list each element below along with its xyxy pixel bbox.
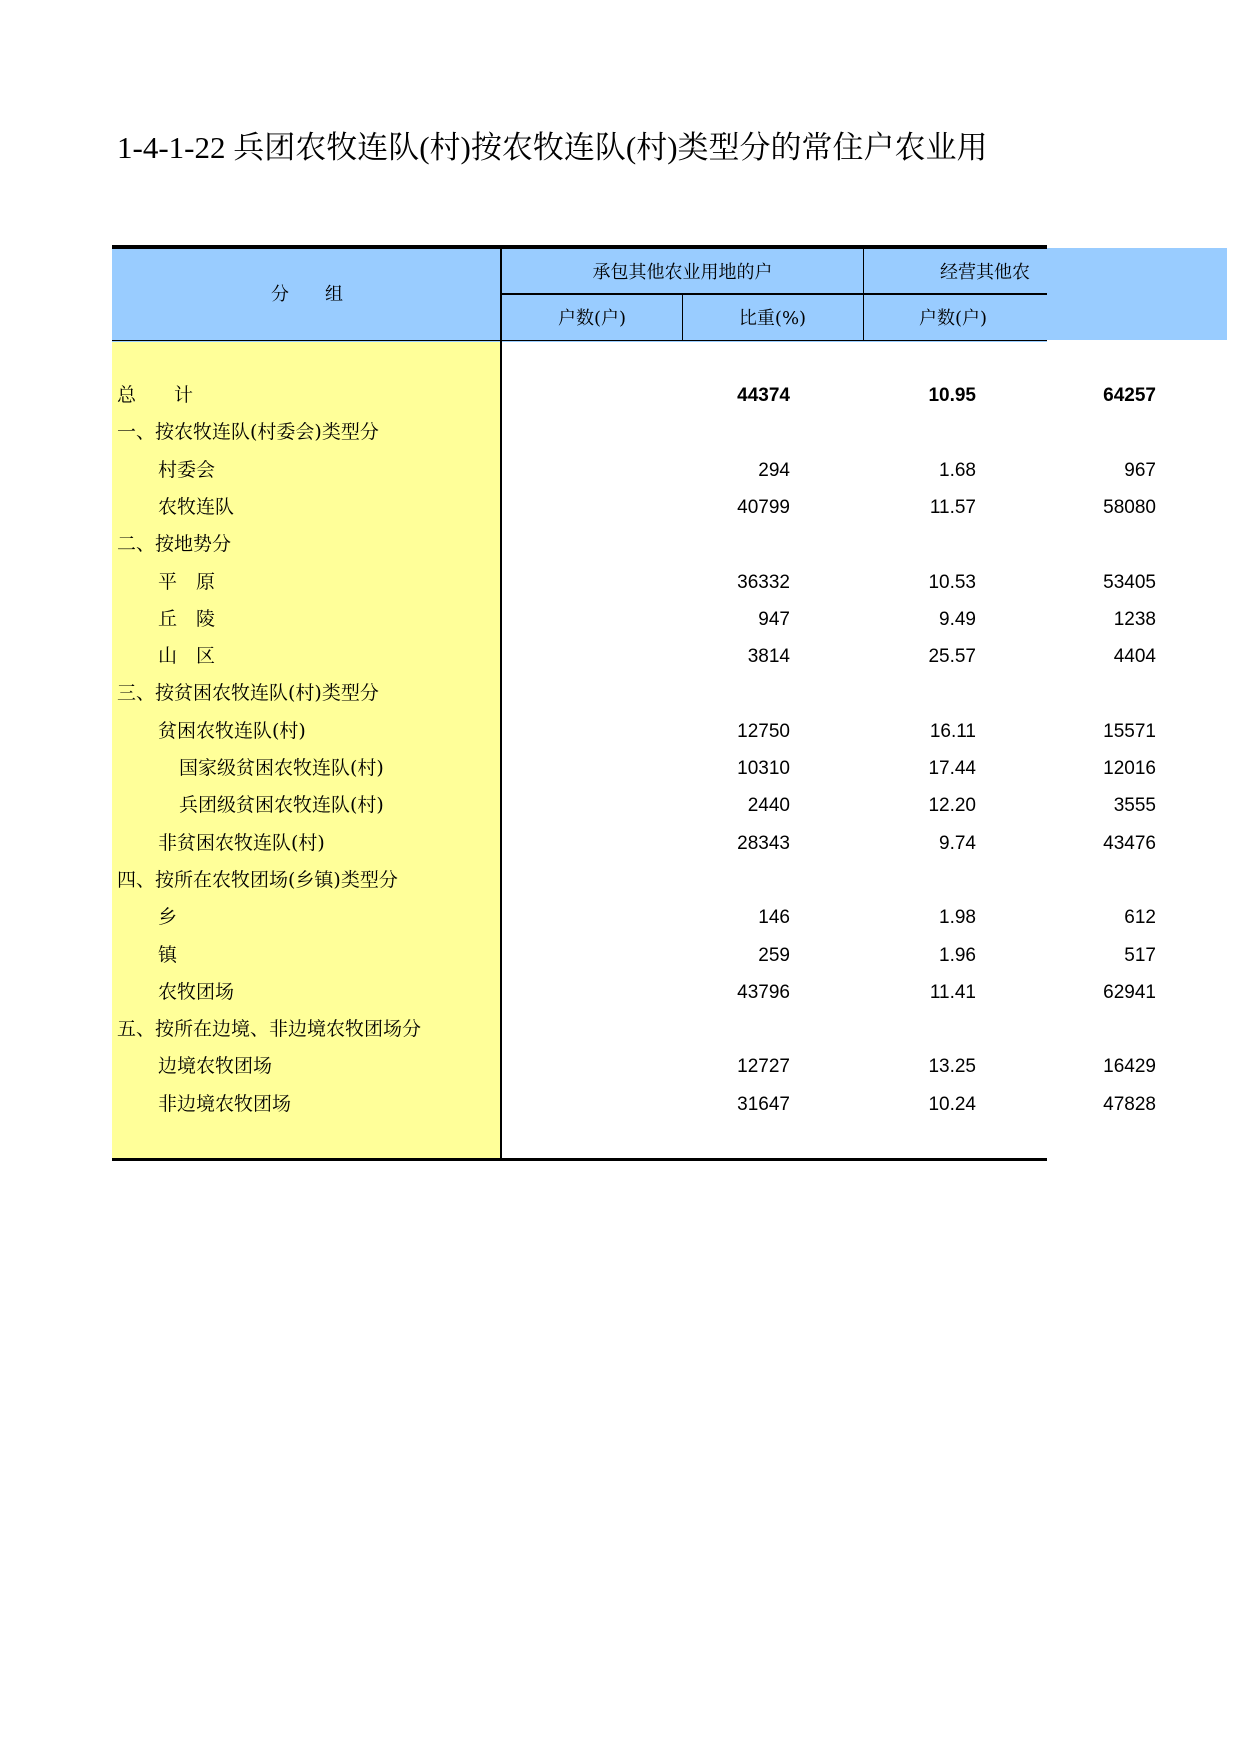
- value-households-1: 12727: [737, 1056, 790, 1078]
- table-row: [112, 675, 1047, 712]
- value-share: 12.20: [928, 795, 976, 817]
- value-share: 11.57: [929, 496, 976, 518]
- value-households-2: 43476: [1103, 832, 1156, 854]
- value-households-2: 4404: [1113, 646, 1156, 668]
- value-households-2: [862, 414, 1156, 451]
- header-bottom-border: [112, 340, 1047, 341]
- table-row: [112, 825, 1156, 862]
- header-background-overflow: [1047, 248, 1227, 340]
- value-households-2: 15571: [1103, 720, 1156, 742]
- value-households-1: 146: [758, 907, 790, 929]
- row-label: 丘 陵: [158, 607, 216, 630]
- table-row: [112, 1086, 1156, 1123]
- value-households-1: 2440: [747, 795, 790, 817]
- value-share: 1.68: [939, 459, 976, 481]
- value-households-1: 12750: [737, 720, 790, 742]
- sub-header-households-1: 户数(户): [557, 308, 627, 329]
- row-label: 边境农牧团场: [158, 1055, 273, 1078]
- value-households-2: 967: [1124, 459, 1156, 481]
- value-households-2: [862, 675, 1156, 712]
- row-label: 乡: [158, 906, 178, 929]
- value-households-2: 517: [1124, 944, 1156, 966]
- page-title: 1-4-1-22 兵团农牧连队(村)按农牧连队(村)类型分的常住户农业用: [117, 130, 988, 165]
- row-label: 一、按农牧连队(村委会)类型分: [117, 421, 379, 444]
- table-row: [112, 564, 1156, 601]
- value-households-1: 947: [758, 608, 790, 630]
- row-label: 二、按地势分: [117, 533, 232, 556]
- table-row: [112, 377, 1156, 414]
- table-row: [112, 601, 1156, 638]
- value-share: 11.41: [929, 981, 976, 1003]
- value-households-2: 12016: [1103, 758, 1156, 779]
- value-households-2: 62941: [1103, 981, 1156, 1003]
- value-share: 16.11: [929, 720, 976, 742]
- value-households-2: [862, 1011, 1156, 1048]
- table-row: [112, 414, 1047, 451]
- table-bottom-border: [112, 1158, 1047, 1161]
- table-row: [112, 452, 1156, 489]
- row-label: 山 区: [158, 645, 216, 668]
- value-share: 9.49: [939, 608, 976, 630]
- table-row: [112, 713, 1156, 750]
- group-header: 分 组: [271, 284, 343, 305]
- row-label: 兵团级贫困农牧连队(村): [179, 794, 384, 817]
- value-households-2: 47828: [1103, 1093, 1156, 1115]
- row-label: 镇: [158, 943, 178, 966]
- subheader-divider: [502, 293, 1047, 295]
- row-label: 农牧团场: [158, 980, 235, 1003]
- table-row: [112, 787, 1156, 824]
- value-households-1: 31647: [737, 1093, 790, 1115]
- table-row: [112, 1048, 1156, 1085]
- value-households-1: 36332: [737, 571, 790, 593]
- row-label: 农牧连队: [158, 495, 235, 518]
- table-row: [112, 638, 1156, 675]
- table-row: [112, 937, 1156, 974]
- row-label: 四、按所在农牧团场(乡镇)类型分: [117, 868, 398, 891]
- value-households-1: 40799: [737, 496, 790, 518]
- value-share: 13.25: [928, 1056, 976, 1078]
- value-households-2: 1238: [1113, 608, 1156, 630]
- value-share: 25.57: [928, 646, 976, 668]
- value-share: 10.95: [928, 385, 976, 406]
- row-label: 三、按贫困农牧连队(村)类型分: [117, 682, 379, 705]
- value-households-2: 16429: [1103, 1056, 1156, 1078]
- row-label: 平 原: [158, 570, 216, 593]
- value-households-2: 3555: [1113, 795, 1156, 817]
- value-households-2: 612: [1124, 907, 1156, 929]
- value-households-2: 58080: [1103, 496, 1156, 518]
- row-label: 五、按所在边境、非边境农牧团场分: [117, 1018, 422, 1041]
- value-share: 1.98: [939, 907, 976, 929]
- value-households-2: 53405: [1103, 571, 1156, 593]
- value-share: 1.96: [939, 944, 976, 966]
- value-share: 9.74: [939, 832, 976, 854]
- table-row: [112, 1011, 1047, 1048]
- table-top-border: [112, 245, 1047, 249]
- value-share: 17.44: [928, 758, 976, 779]
- value-households-1: 259: [758, 944, 790, 966]
- table-row: [112, 750, 1156, 787]
- table-row: [112, 489, 1156, 526]
- value-share: 10.53: [928, 571, 976, 593]
- column-group-header-2: 经营其他农: [940, 262, 1030, 283]
- row-label: 非边境农牧团场: [158, 1092, 292, 1115]
- table-row: [112, 974, 1156, 1011]
- row-label: 总 计: [117, 384, 194, 406]
- value-households-2: [862, 526, 1156, 563]
- row-label: 非贫困农牧连队(村): [158, 831, 325, 854]
- row-label: 国家级贫困农牧连队(村): [179, 757, 384, 779]
- value-households-1: 44374: [737, 385, 790, 406]
- sub-header-share: 比重(%): [738, 308, 807, 329]
- row-label: 村委会: [158, 458, 216, 481]
- sub-header-households-2: 户数(户): [918, 308, 988, 329]
- table-row: [112, 526, 1047, 563]
- value-households-2: [862, 862, 1156, 899]
- column-group-header-1: 承包其他农业用地的户: [592, 262, 773, 283]
- value-households-1: 10310: [737, 758, 790, 779]
- value-households-1: 3814: [747, 646, 790, 668]
- table-row: [112, 899, 1156, 936]
- value-households-1: 43796: [737, 981, 790, 1003]
- table-row: [112, 862, 1047, 899]
- value-households-1: 294: [758, 459, 790, 481]
- value-households-2: 64257: [1103, 385, 1156, 406]
- row-label: 贫困农牧连队(村): [158, 719, 306, 742]
- value-households-1: 28343: [737, 832, 790, 854]
- value-share: 10.24: [928, 1093, 976, 1115]
